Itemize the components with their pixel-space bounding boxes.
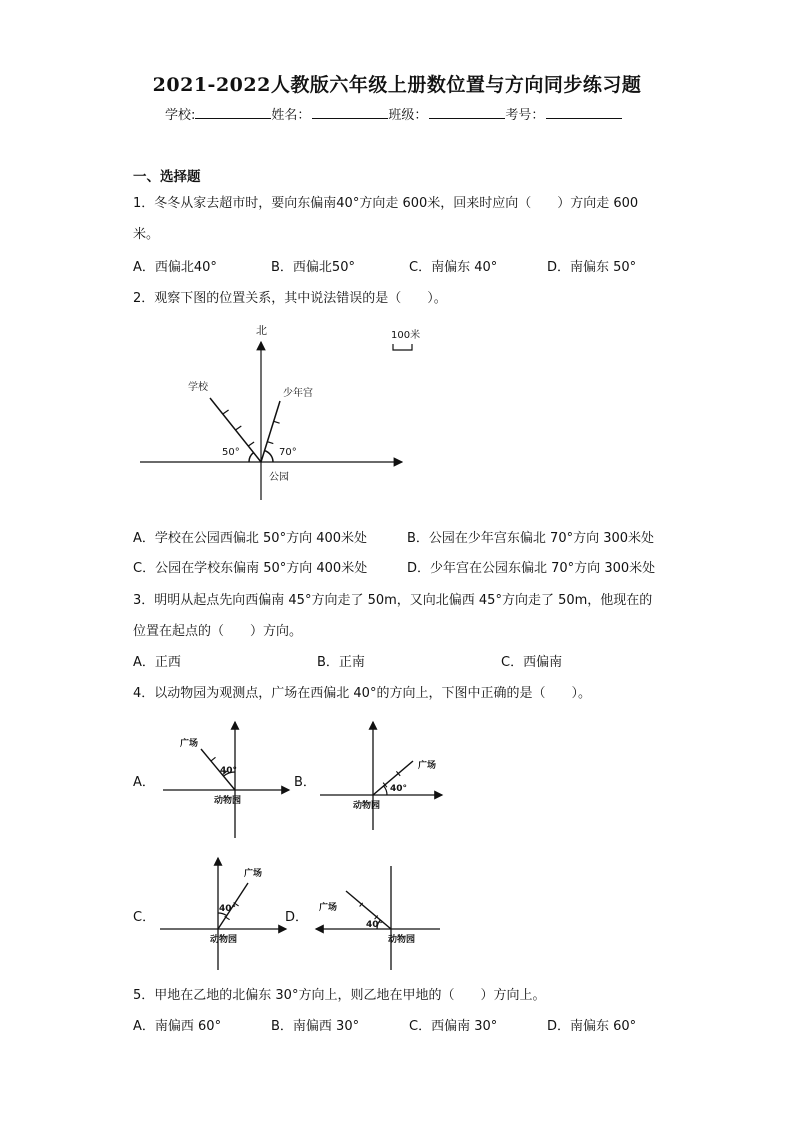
q2-park-label: 公园	[269, 472, 289, 483]
class-label: 班级：	[388, 108, 428, 123]
q3-line1: 3．明明从起点先向西偏南 45°方向走了 50m，又向北偏西 45°方向走了 50m，他现在的	[133, 593, 653, 608]
q4-figure-b	[320, 722, 442, 830]
q4-option-d-label: D．	[285, 910, 309, 925]
q5-option-c: C．西偏南 30°	[409, 1019, 498, 1034]
q5-stem: 5．甲地在乙地的北偏东 30°方向上，则乙地在甲地的（ ）方向上。	[133, 988, 546, 1003]
q2-angle-right-label: 70°	[279, 447, 297, 458]
q4b-zoo-label: 动物园	[353, 801, 381, 811]
school-label: 学校:	[165, 108, 196, 123]
q4-option-a-label: A．	[133, 775, 155, 790]
q4a-square-label: 广场	[180, 739, 199, 749]
q2-option-b: B．公园在少年宫东偏北 70°方向 300米处	[407, 531, 655, 546]
section-heading: 一、选择题	[133, 169, 201, 185]
q2-scale-label: 100米	[391, 330, 421, 341]
q4c-zoo-label: 动物园	[210, 935, 238, 945]
page-title: 2021-2022人教版六年级上册数位置与方向同步练习题	[152, 74, 642, 96]
q5-option-d: D．南偏东 60°	[547, 1019, 637, 1034]
q3-option-c: C．西偏南	[501, 655, 563, 670]
q4c-square-label: 广场	[244, 869, 263, 879]
q3-option-a: A．正西	[133, 655, 181, 670]
q4b-angle-label: 40°	[390, 784, 408, 794]
number-label: 考号：	[505, 108, 545, 123]
q4-stem: 4．以动物园为观测点，广场在西偏北 40°的方向上，下图中正确的是（ ）。	[133, 686, 591, 701]
q4c-angle-label: 40°	[219, 904, 237, 914]
q4-option-c-label: C．	[133, 910, 156, 925]
q2-school-label: 学校	[188, 382, 208, 393]
q3-line2: 位置在起点的（ ）方向。	[133, 624, 303, 639]
q3-option-b: B．正南	[317, 655, 365, 670]
q4b-square-label: 广场	[418, 761, 437, 771]
q1-option-b: B．西偏北50°	[271, 260, 355, 275]
q5-option-b: B．南偏西 30°	[271, 1019, 360, 1034]
q2-option-a: A．学校在公园西偏北 50°方向 400米处	[133, 531, 368, 546]
q1-option-d: D．南偏东 50°	[547, 260, 637, 275]
q2-palace-label: 少年宫	[283, 388, 313, 399]
q2-north-label: 北	[256, 324, 267, 337]
q1-line1: 1．冬冬从家去超市时，要向东偏南40°方向走 600米，回来时应向（ ）方向走 600	[133, 196, 639, 211]
q4d-square-label: 广场	[319, 903, 338, 913]
q2-angle-left-label: 50°	[222, 447, 240, 458]
q1-line2: 米。	[133, 227, 160, 242]
q1-option-a: A．西偏北40°	[133, 260, 217, 275]
q4a-zoo-label: 动物园	[214, 796, 242, 806]
q2-option-c: C．公园在学校东偏南 50°方向 400米处	[133, 561, 368, 576]
q2-stem: 2．观察下图的位置关系，其中说法错误的是（ ）。	[133, 291, 447, 306]
q5-option-a: A．南偏西 60°	[133, 1019, 222, 1034]
q4d-angle-label: 40°	[366, 920, 384, 930]
q1-option-c: C．南偏东 40°	[409, 260, 498, 275]
q4-figure-d	[316, 866, 440, 970]
q4-figure-c	[160, 858, 286, 970]
q4a-angle-label: 40°	[220, 766, 238, 776]
q4-figure-a	[163, 722, 289, 838]
q4d-zoo-label: 动物园	[388, 935, 416, 945]
q4-option-b-label: B．	[294, 775, 316, 790]
q4a-ray-tick	[211, 757, 216, 761]
q2-option-d: D．少年宫在公园东偏北 70°方向 300米处	[407, 561, 656, 576]
name-label: 姓名：	[271, 108, 311, 123]
